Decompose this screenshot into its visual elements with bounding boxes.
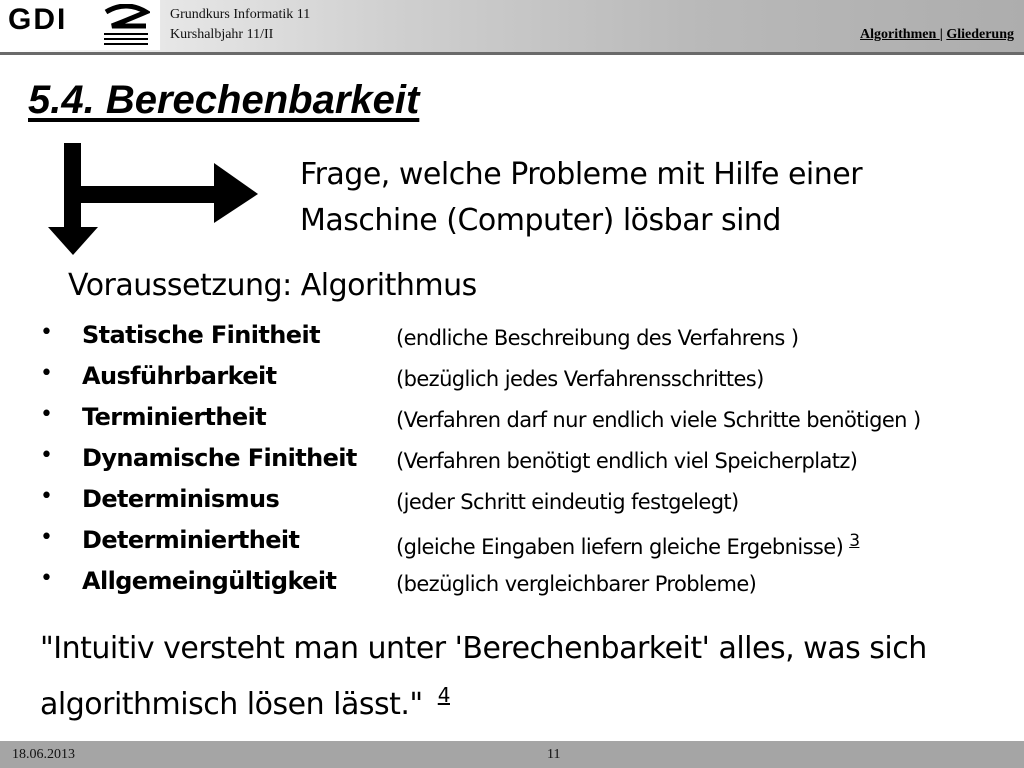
footer-bar (0, 741, 1024, 768)
property-term: Terminiertheit (82, 403, 267, 431)
property-term: Statische Finitheit (82, 321, 320, 349)
property-description: (jeder Schritt eindeutig festgelegt) (396, 490, 739, 514)
property-term: Ausführbarkeit (82, 362, 277, 390)
course-title: Grundkurs Informatik 11 (170, 7, 311, 22)
property-description (396, 531, 859, 559)
breadcrumb-nav (860, 27, 1014, 43)
quote-block (40, 626, 1000, 728)
quote-text: "Intuitiv versteht man unter 'Berechenbarkeit' alles, was sich algorithmisch lösen lässt." (40, 631, 927, 722)
bent-arrow-icon (48, 143, 260, 258)
bullet: • (40, 443, 53, 468)
property-description: (Verfahren darf nur endlich viele Schritte benötigen ) (396, 408, 921, 432)
prerequisite-text: Voraussetzung: Algorithmus (68, 268, 477, 303)
logo-wave-icon (102, 4, 150, 46)
bullet: • (40, 525, 53, 550)
page-number: 11 (547, 747, 561, 762)
footnote-link-3[interactable]: 3 (849, 531, 860, 551)
nav-link-algorithmen[interactable]: Algorithmen (860, 27, 940, 42)
property-description: (Verfahren benötigt endlich viel Speicherplatz) (396, 449, 858, 473)
nav-link-gliederung[interactable]: Gliederung (946, 27, 1014, 42)
footnote-link-4[interactable]: 4 (437, 683, 450, 707)
logo-text: GDI (8, 3, 68, 36)
property-description-text: (gleiche Eingaben liefern gleiche Ergebnisse) (396, 535, 844, 559)
bullet: • (40, 361, 53, 386)
property-term: Determiniertheit (82, 526, 300, 554)
property-term: Allgemeingültigkeit (82, 567, 337, 595)
question-text: Frage, welche Probleme mit Hilfe einer Maschine (Computer) lösbar sind (300, 157, 863, 238)
property-term: Determinismus (82, 485, 280, 513)
property-description: (bezüglich vergleichbarer Probleme) (396, 572, 757, 596)
property-description: (bezüglich jedes Verfahrensschrittes) (396, 367, 764, 391)
footer-date: 18.06.2013 (12, 747, 75, 762)
property-term: Dynamische Finitheit (82, 444, 357, 472)
property-description: (endliche Beschreibung des Verfahrens ) (396, 326, 799, 350)
bullet: • (40, 320, 53, 345)
bullet: • (40, 566, 53, 591)
nav-separator: | (939, 27, 947, 42)
gdi-logo (2, 0, 160, 50)
bullet: • (40, 484, 53, 509)
course-info (170, 5, 310, 45)
header-bar (0, 0, 1024, 55)
course-semester: Kurshalbjahr 11/II (170, 27, 274, 42)
bullet: • (40, 402, 53, 427)
slide-title: 5.4. Berechenbarkeit (28, 78, 420, 122)
